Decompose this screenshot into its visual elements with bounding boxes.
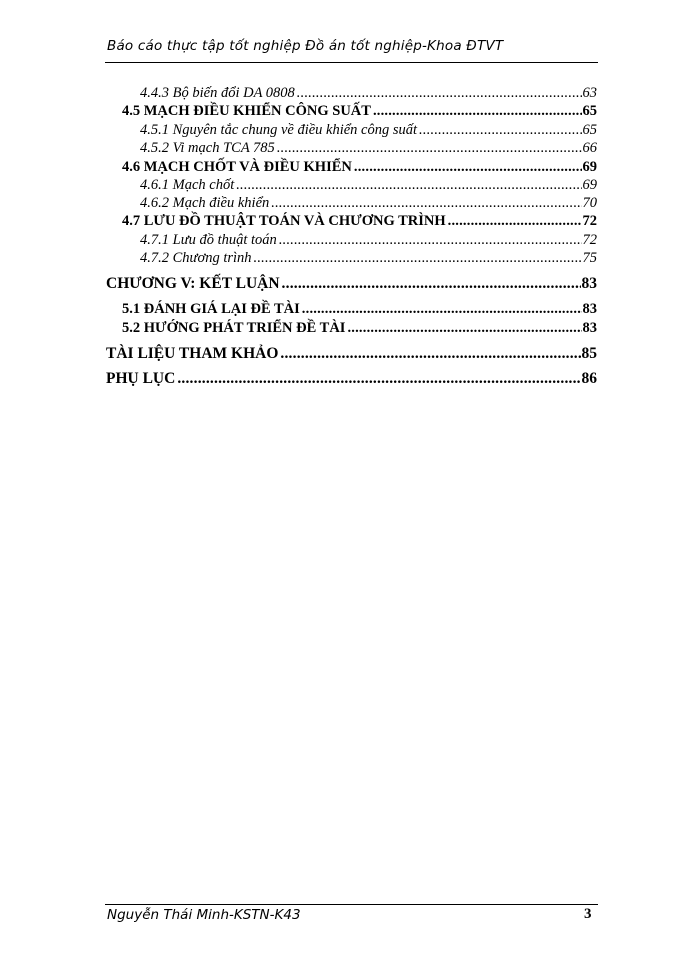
toc-entry-label: 5.2 HƯỚNG PHÁT TRIỂN ĐỀ TÀI bbox=[122, 320, 346, 336]
toc-entry-page: 63 bbox=[582, 85, 597, 101]
toc-entry-page: 69 bbox=[582, 159, 597, 175]
toc-entry bbox=[140, 137, 597, 157]
toc-entry-page: 83 bbox=[582, 301, 597, 317]
toc-entry-page: 70 bbox=[582, 195, 597, 211]
toc-leader bbox=[302, 301, 582, 318]
header-divider bbox=[105, 62, 598, 63]
toc-entry bbox=[106, 273, 597, 293]
toc-entry-label: 4.5.2 Vi mạch TCA 785 bbox=[140, 140, 275, 156]
toc-entry-label: 4.7 LƯU ĐỒ THUẬT TOÁN VÀ CHƯƠNG TRÌNH bbox=[122, 213, 446, 229]
toc-entry bbox=[140, 119, 597, 139]
toc-leader bbox=[282, 275, 581, 293]
toc-entry bbox=[140, 229, 597, 249]
toc-entry bbox=[140, 247, 597, 267]
toc-entry-page: 85 bbox=[581, 345, 597, 362]
toc-entry bbox=[122, 298, 597, 318]
page-header: Báo cáo thực tập tốt nghiệp Đồ án tốt nghiệp-Khoa ĐTVT bbox=[107, 38, 504, 54]
toc-entry bbox=[106, 343, 597, 363]
toc-entry-label: 4.7.2 Chương trình bbox=[140, 250, 252, 266]
toc-entry-page: 65 bbox=[582, 103, 597, 119]
toc-leader bbox=[280, 345, 580, 363]
toc-entry-label: TÀI LIỆU THAM KHẢO bbox=[106, 345, 279, 362]
toc-leader bbox=[448, 213, 582, 230]
toc-entry-page: 83 bbox=[581, 275, 597, 292]
toc-entry-label: 4.4.3 Bộ biến đổi DA 0808 bbox=[140, 85, 295, 101]
toc-entry bbox=[140, 192, 597, 212]
toc-entry-label: PHỤ LỤC bbox=[106, 370, 176, 387]
toc-entry-page: 65 bbox=[582, 122, 597, 138]
toc-entry bbox=[122, 210, 597, 230]
toc-leader bbox=[373, 103, 582, 120]
toc-leader bbox=[347, 320, 581, 337]
toc-entry-label: 4.6.1 Mạch chốt bbox=[140, 177, 235, 193]
toc-entry bbox=[140, 82, 597, 102]
toc-entry-page: 66 bbox=[582, 140, 597, 156]
toc-entry-label: 5.1 ĐÁNH GIÁ LẠI ĐỀ TÀI bbox=[122, 301, 300, 317]
toc-entry bbox=[122, 317, 597, 337]
toc-entry-page: 72 bbox=[582, 232, 597, 248]
toc-entry-page: 72 bbox=[582, 213, 597, 229]
toc-entry bbox=[122, 156, 597, 176]
toc-leader bbox=[277, 140, 582, 157]
toc-entry bbox=[122, 100, 597, 120]
toc-entry-label: 4.5 MẠCH ĐIỀU KHIỂN CÔNG SUẤT bbox=[122, 103, 371, 119]
toc-entry-label: 4.6 MẠCH CHỐT VÀ ĐIỀU KHIỂN bbox=[122, 159, 352, 175]
toc-entry-page: 69 bbox=[582, 177, 597, 193]
toc-entry-label: 4.7.1 Lưu đồ thuật toán bbox=[140, 232, 277, 248]
footer-divider bbox=[105, 904, 598, 905]
toc-entry bbox=[106, 368, 597, 388]
toc-entry-page: 75 bbox=[582, 250, 597, 266]
toc-leader bbox=[254, 250, 582, 267]
toc-entry-label: 4.6.2 Mạch điều khiển bbox=[140, 195, 270, 211]
toc-entry-page: 86 bbox=[581, 370, 597, 387]
toc-leader bbox=[177, 370, 580, 388]
toc-entry bbox=[140, 174, 597, 194]
toc-entry-label: CHƯƠNG V: KẾT LUẬN bbox=[106, 275, 280, 292]
toc-entry-label: 4.5.1 Nguyên tắc chung về điều khiển công suất bbox=[140, 122, 418, 138]
page-number: 3 bbox=[584, 906, 592, 922]
toc-entry-page: 83 bbox=[582, 320, 597, 336]
footer-author: Nguyễn Thái Minh-KSTN-K43 bbox=[107, 907, 301, 923]
